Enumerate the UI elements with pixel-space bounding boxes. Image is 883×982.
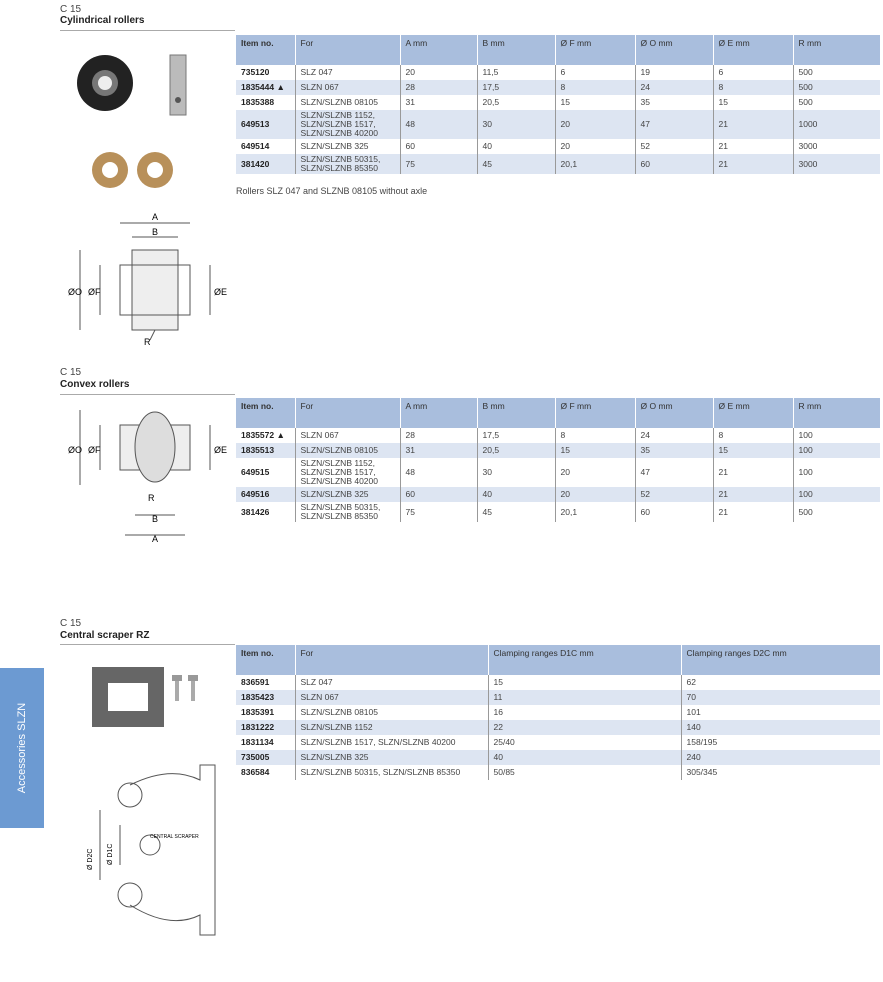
table-cell: 305/345 (681, 765, 880, 780)
table-cell: 140 (681, 720, 880, 735)
table-cell: 21 (713, 154, 793, 174)
cylindrical-rollers-table (236, 35, 880, 174)
table-cell: 45 (477, 502, 555, 522)
table-cell: 100 (793, 458, 880, 487)
table-cell: 20 (400, 65, 477, 80)
dim-label: A (152, 534, 159, 544)
table-cell: 30 (477, 110, 555, 139)
table-cell: 1835444 ▲ (236, 80, 295, 95)
table-cell: SLZN/SLZNB 1152, SLZN/SLZNB 1517, SLZN/SLZNB 40200 (295, 110, 400, 139)
central-scraper-table (236, 645, 880, 780)
cylindrical-roller-drawing (60, 205, 235, 350)
table-cell: 28 (400, 80, 477, 95)
dim-label: ØE (214, 287, 228, 297)
table-cell: 8 (713, 428, 793, 443)
table-cell: 735120 (241, 67, 270, 77)
table-row (236, 720, 880, 735)
table-row (236, 139, 880, 154)
convex-roller-drawing (60, 405, 235, 550)
table-cell: 21 (713, 139, 793, 154)
table-cell: 20,1 (555, 502, 635, 522)
column-header: A mm (400, 35, 477, 65)
table-cell: 836591 (241, 677, 270, 687)
table-cell: 20,5 (477, 95, 555, 110)
table-cell: 15 (713, 95, 793, 110)
table-cell: 158/195 (681, 735, 880, 750)
table-cell: 101 (681, 705, 880, 720)
table-cell: 836584 (241, 767, 270, 777)
table-row (236, 735, 880, 750)
table-row (236, 154, 880, 174)
table-cell: 20 (555, 139, 635, 154)
section-code: C 15 (60, 4, 82, 15)
table-row (236, 95, 880, 110)
table-cell: 21 (713, 502, 793, 522)
section-title: Central scraper RZ (60, 630, 150, 641)
section-title: Cylindrical rollers (60, 15, 145, 26)
side-tab[interactable] (0, 668, 44, 828)
table-row (236, 80, 880, 95)
dim-label: ØO (68, 287, 83, 297)
table-cell: 8 (555, 428, 635, 443)
table-cell: SLZN/SLZNB 1152 (295, 720, 488, 735)
table-cell: 40 (477, 487, 555, 502)
table-cell: 21 (713, 110, 793, 139)
column-header: Clamping ranges D1C mm (488, 645, 681, 675)
table-cell: 11 (488, 690, 681, 705)
table-cell: SLZN/SLZNB 325 (295, 487, 400, 502)
column-header: R mm (793, 35, 880, 65)
table-cell: 15 (555, 443, 635, 458)
table-cell: SLZ 047 (295, 675, 488, 690)
table-cell: 1835391 (241, 707, 275, 717)
table-cell: 47 (635, 110, 713, 139)
table-cell: 31 (400, 443, 477, 458)
table-cell: 22 (488, 720, 681, 735)
column-header: Item no. (236, 35, 295, 65)
table-header (236, 645, 880, 675)
table-cell: 15 (713, 443, 793, 458)
table-cell: 1831222 (236, 720, 295, 735)
table-cell: 60 (400, 487, 477, 502)
divider (60, 30, 235, 31)
table-row (236, 65, 880, 80)
column-header: Ø E mm (713, 35, 793, 65)
table-cell: 1835513 (236, 443, 295, 458)
column-header: Item no. (236, 398, 295, 428)
table-cell: 52 (635, 487, 713, 502)
section-code: C 15 (60, 367, 82, 378)
column-header: Item no. (236, 645, 295, 675)
divider (60, 394, 235, 395)
table-cell: 649513 (236, 110, 295, 139)
table-cell: 30 (477, 458, 555, 487)
table-cell: 1835423 (236, 690, 295, 705)
table-cell: 60 (635, 502, 713, 522)
table-cell: 24 (635, 80, 713, 95)
table-cell: 381420 (236, 154, 295, 174)
table-header (236, 35, 880, 65)
table-cell: 1835388 (241, 97, 275, 107)
column-header: For (295, 398, 400, 428)
table-cell: 60 (635, 154, 713, 174)
table-cell: 35 (635, 443, 713, 458)
table-cell: 15 (555, 95, 635, 110)
table-cell: 649515 (241, 467, 270, 477)
central-scraper-images (60, 655, 230, 955)
column-header: Ø F mm (555, 398, 635, 428)
column-header: For (295, 645, 488, 675)
column-header: B mm (477, 35, 555, 65)
table-cell: SLZN/SLZNB 08105 (295, 443, 400, 458)
table-cell: 28 (400, 428, 477, 443)
table-row (236, 690, 880, 705)
table-header (236, 398, 880, 428)
table-cell: SLZN/SLZNB 08105 (295, 95, 400, 110)
table-cell: 35 (635, 95, 713, 110)
section-title: Convex rollers (60, 379, 130, 390)
table-row (236, 428, 880, 443)
table-cell: 381426 (241, 506, 270, 517)
table-row (236, 750, 880, 765)
table-cell: 40 (477, 139, 555, 154)
table-cell: 50/85 (488, 765, 681, 780)
table-cell: SLZN/SLZNB 325 (295, 139, 400, 154)
table-cell: 17,5 (477, 428, 555, 443)
table-cell: SLZN 067 (295, 428, 400, 443)
table-cell: 19 (635, 65, 713, 80)
table-cell: SLZN/SLZNB 1152, SLZN/SLZNB 1517, SLZN/SLZNB 40200 (295, 458, 400, 487)
column-header: Clamping ranges D2C mm (681, 645, 880, 675)
dim-label: R (144, 337, 151, 347)
dim-label: ØF (88, 445, 101, 455)
table-cell: 500 (793, 502, 880, 522)
table-cell: 500 (793, 65, 880, 80)
dim-label: ØF (88, 287, 101, 297)
table-cell: 47 (635, 458, 713, 487)
table-cell: 500 (793, 95, 880, 110)
table-cell: 3000 (793, 154, 880, 174)
convex-rollers-table (236, 398, 880, 522)
table-cell: SLZ 047 (295, 65, 400, 80)
dim-label: A (152, 212, 159, 222)
table-cell: 20 (555, 110, 635, 139)
table-cell: SLZN/SLZNB 50315, SLZN/SLZNB 85350 (295, 502, 400, 522)
table-cell: 52 (635, 139, 713, 154)
table-cell: 100 (793, 428, 880, 443)
table-cell: 1831134 (241, 737, 274, 747)
table-row (236, 675, 880, 690)
table-cell: 45 (477, 154, 555, 174)
dim-label: R (148, 493, 155, 503)
cylindrical-roller-photo (65, 45, 215, 200)
column-header: Ø O mm (635, 398, 713, 428)
table-cell: 15 (488, 675, 681, 690)
table-cell: 40 (488, 750, 681, 765)
table-row (236, 110, 880, 139)
column-header: A mm (400, 398, 477, 428)
column-header: Ø E mm (713, 398, 793, 428)
table-cell: 25/40 (488, 735, 681, 750)
dim-label: ØO (68, 445, 83, 455)
table-cell: 75 (400, 502, 477, 522)
table-row (236, 487, 880, 502)
table-cell: 62 (681, 675, 880, 690)
table-cell: 48 (400, 110, 477, 139)
table-row (236, 443, 880, 458)
table-cell: 17,5 (477, 80, 555, 95)
table-cell: 11,5 (477, 65, 555, 80)
divider (60, 644, 235, 645)
table-cell: 21 (713, 458, 793, 487)
table-row (236, 705, 880, 720)
table-cell: SLZN 067 (295, 80, 400, 95)
table-cell: 6 (555, 65, 635, 80)
table-cell: SLZN/SLZNB 50315, SLZN/SLZNB 85350 (295, 765, 488, 780)
table-cell: 1835572 ▲ (241, 430, 285, 440)
table-cell: 20,1 (555, 154, 635, 174)
table-cell: SLZN/SLZNB 1517, SLZN/SLZNB 40200 (295, 735, 488, 750)
table-cell: 16 (488, 705, 681, 720)
table-cell: 60 (400, 139, 477, 154)
side-tab-label: Accessories SLZN (16, 702, 28, 794)
table-cell: 3000 (793, 139, 880, 154)
table-cell: 8 (713, 80, 793, 95)
table-cell: SLZN/SLZNB 325 (295, 750, 488, 765)
table-cell: SLZN 067 (295, 690, 488, 705)
column-header: Ø F mm (555, 35, 635, 65)
table-cell: 20 (555, 487, 635, 502)
column-header: For (295, 35, 400, 65)
table-cell: 735005 (236, 750, 295, 765)
table-note: Rollers SLZ 047 and SLZNB 08105 without axle (236, 186, 428, 196)
table-cell: 649516 (236, 487, 295, 502)
column-header: B mm (477, 398, 555, 428)
table-cell: SLZN/SLZNB 50315, SLZN/SLZNB 85350 (295, 154, 400, 174)
dim-label: B (152, 514, 159, 524)
table-row (236, 502, 880, 522)
table-cell: 500 (793, 80, 880, 95)
table-cell: 6 (713, 65, 793, 80)
table-cell: 1000 (793, 110, 880, 139)
dim-label: CENTRAL SCRAPER (150, 834, 199, 840)
section-code: C 15 (60, 618, 82, 629)
table-cell: 20,5 (477, 443, 555, 458)
dim-label: ØE (214, 445, 228, 455)
dim-label: Ø D2C (87, 848, 94, 870)
table-cell: 100 (793, 443, 880, 458)
table-row (236, 765, 880, 780)
table-cell: 70 (681, 690, 880, 705)
table-cell: 31 (400, 95, 477, 110)
table-cell: 240 (681, 750, 880, 765)
table-cell: SLZN/SLZNB 08105 (295, 705, 488, 720)
table-cell: 48 (400, 458, 477, 487)
table-cell: 75 (400, 154, 477, 174)
column-header: R mm (793, 398, 880, 428)
table-cell: 8 (555, 80, 635, 95)
table-cell: 20 (555, 458, 635, 487)
table-cell: 100 (793, 487, 880, 502)
table-cell: 649514 (241, 141, 270, 151)
table-cell: 24 (635, 428, 713, 443)
table-row (236, 458, 880, 487)
table-cell: 21 (713, 487, 793, 502)
column-header: Ø O mm (635, 35, 713, 65)
dim-label: Ø D1C (107, 843, 114, 865)
dim-label: B (152, 227, 159, 237)
